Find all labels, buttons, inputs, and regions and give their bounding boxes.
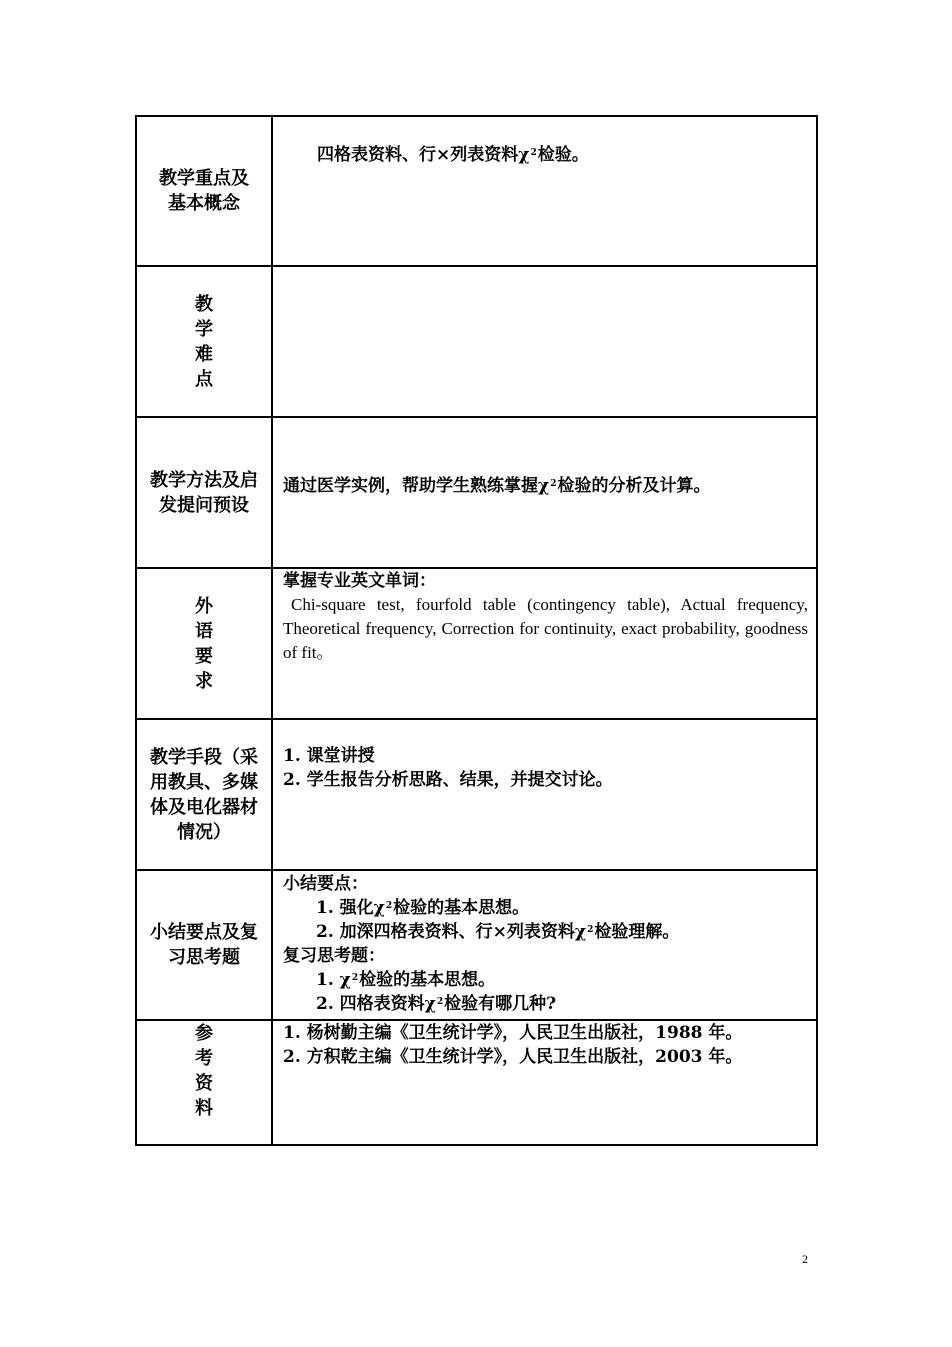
label-difficulties-stack bbox=[137, 292, 271, 392]
label-foreign-language-char: 语 bbox=[195, 620, 213, 642]
label-foreign-language bbox=[136, 568, 272, 719]
label-references-char: 参 bbox=[195, 1023, 213, 1044]
label-foreign-language-stack bbox=[137, 594, 271, 694]
content-summary bbox=[272, 870, 817, 1020]
label-difficulties-char: 难 bbox=[195, 343, 213, 365]
foreign-language-terms: Chi-square test, fourfold table (contingency table), Actual frequency, Theoretical frequency, Correction for continuity, exact probability, goodness of fit。 bbox=[283, 595, 808, 662]
label-key-points-line2: 基本概念 bbox=[168, 193, 240, 214]
reference-item: 2. 方积乾主编《卫生统计学》，人民卫生出版社，2003 年。 bbox=[283, 1047, 743, 1067]
label-references-stack bbox=[137, 1021, 271, 1121]
content-difficulties bbox=[272, 266, 817, 417]
row-foreign-language bbox=[136, 568, 817, 719]
page-number: 2 bbox=[802, 1252, 808, 1266]
methods-text: 通过医学实例，帮助学生熟练掌握$\chi^2$检验的分析及计算。 bbox=[283, 475, 711, 496]
label-references-char: 资 bbox=[195, 1073, 213, 1094]
label-methods-line2: 发提问预设 bbox=[159, 494, 249, 516]
label-references bbox=[136, 1020, 272, 1145]
label-foreign-language-char: 求 bbox=[195, 670, 213, 692]
content-foreign-language bbox=[272, 568, 817, 719]
key-points-text: 四格表资料、行×列表资料$\chi^2$检验。 bbox=[317, 145, 589, 165]
label-summary bbox=[136, 870, 272, 1020]
label-references-char: 料 bbox=[195, 1098, 213, 1119]
label-summary-line2: 习思考题 bbox=[168, 947, 240, 968]
teaching-means-item: 1. 课堂讲授 bbox=[283, 746, 375, 766]
summary-item: 1. 强化$\chi^2$检验的基本思想。 bbox=[316, 898, 530, 918]
summary-item: 2. 加深四格表资料、行×列表资料$\chi^2$检验理解。 bbox=[316, 922, 680, 942]
label-difficulties-char: 教 bbox=[195, 293, 213, 315]
content-references bbox=[272, 1020, 817, 1145]
label-teaching-means bbox=[136, 719, 272, 870]
label-summary-line1: 小结要点及复 bbox=[150, 922, 258, 943]
label-foreign-language-char: 要 bbox=[195, 645, 213, 667]
summary-heading: 小结要点： bbox=[283, 874, 368, 894]
label-references-char: 考 bbox=[195, 1048, 213, 1069]
label-key-points bbox=[136, 116, 272, 266]
review-heading: 复习思考题： bbox=[283, 946, 385, 966]
teaching-means-item: 2. 学生报告分析思路、结果，并提交讨论。 bbox=[283, 770, 613, 790]
row-teaching-means bbox=[136, 719, 817, 870]
row-key-points bbox=[136, 116, 817, 266]
label-teaching-means-line4: 情况） bbox=[177, 821, 231, 843]
content-key-points bbox=[272, 116, 817, 266]
lesson-plan-table bbox=[135, 115, 818, 1146]
label-difficulties-char: 学 bbox=[195, 318, 213, 340]
row-references bbox=[136, 1020, 817, 1145]
label-methods-line1: 教学方法及启 bbox=[150, 469, 258, 491]
label-teaching-means-line2: 用教具、多媒 bbox=[150, 771, 258, 793]
content-methods bbox=[272, 417, 817, 568]
label-methods bbox=[136, 417, 272, 568]
review-item: 1. $\chi^2$检验的基本思想。 bbox=[316, 970, 496, 990]
row-difficulties bbox=[136, 266, 817, 417]
label-difficulties bbox=[136, 266, 272, 417]
label-foreign-language-char: 外 bbox=[195, 595, 213, 617]
label-key-points-line1: 教学重点及 bbox=[159, 168, 249, 189]
row-summary bbox=[136, 870, 817, 1020]
label-difficulties-char: 点 bbox=[195, 368, 213, 390]
foreign-language-heading: 掌握专业英文单词： bbox=[283, 571, 436, 591]
content-teaching-means bbox=[272, 719, 817, 870]
label-teaching-means-line1: 教学手段（采 bbox=[150, 746, 258, 768]
reference-item: 1. 杨树勤主编《卫生统计学》，人民卫生出版社，1988 年。 bbox=[283, 1023, 743, 1043]
row-methods bbox=[136, 417, 817, 568]
label-teaching-means-line3: 体及电化器材 bbox=[150, 796, 258, 818]
review-item: 2. 四格表资料$\chi^2$检验有哪几种? bbox=[316, 994, 557, 1014]
